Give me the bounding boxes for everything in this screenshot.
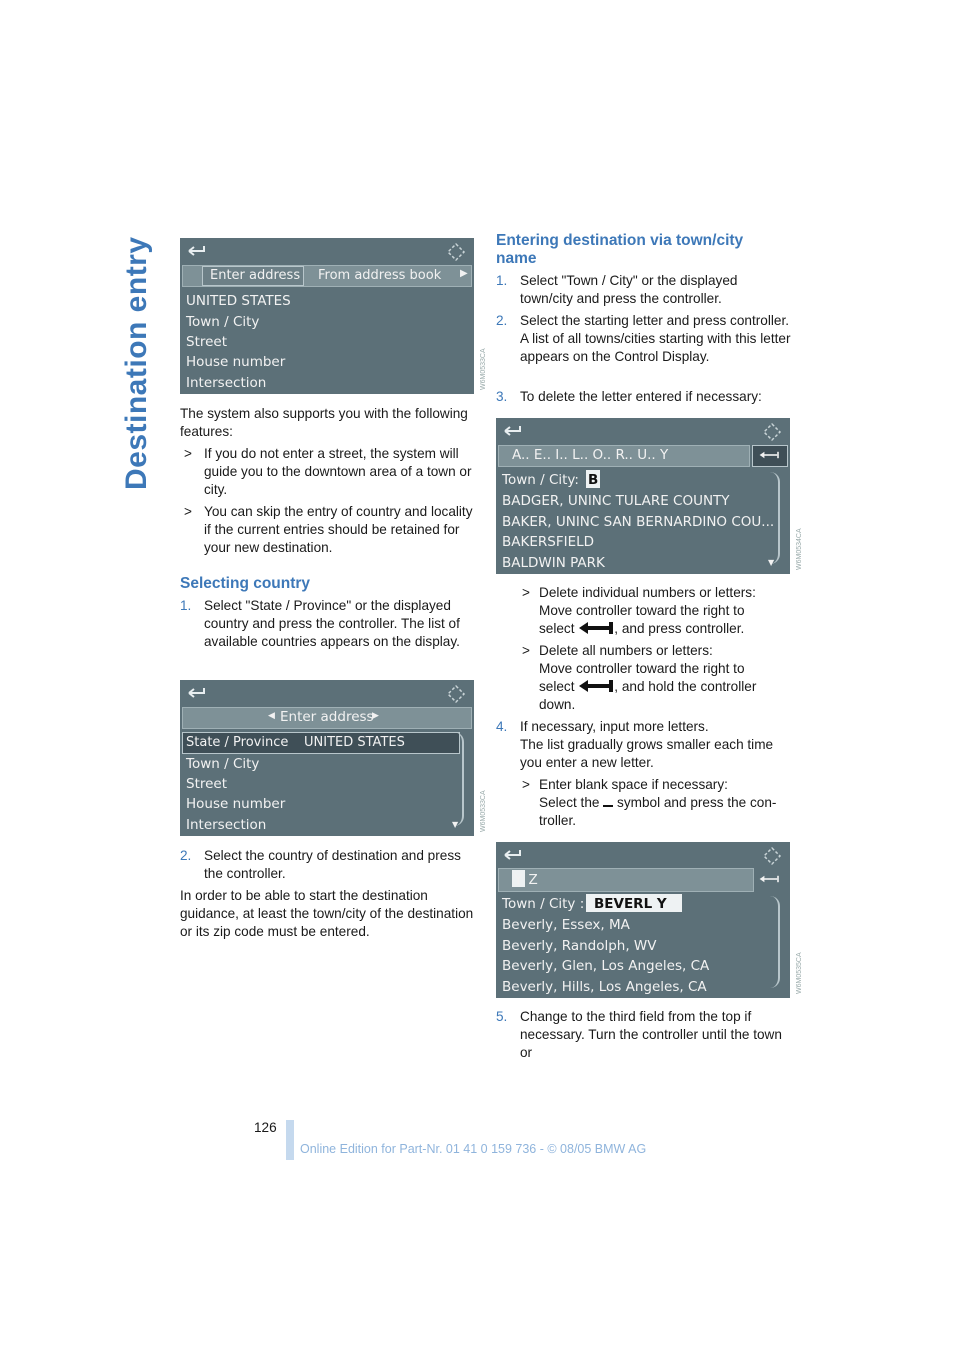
list-item: BAKERSFIELD xyxy=(502,534,595,550)
delete-arrow-icon xyxy=(758,449,782,461)
list-item: BALDWIN PARK xyxy=(502,555,605,571)
step-number: 5. xyxy=(496,1009,508,1024)
tab-from-address-book: From address book xyxy=(318,268,442,283)
step-more-letters xyxy=(520,718,792,772)
list-item: Beverly, Randolph, WV xyxy=(502,938,657,954)
scroll-down-icon: ▼ xyxy=(768,558,775,567)
bullet-marker: > xyxy=(522,777,530,792)
footer-accent-bar xyxy=(286,1120,294,1160)
bullet-delete-individual-move: Move controller toward the right to xyxy=(539,603,745,618)
step-number: 2. xyxy=(180,848,192,863)
header-arrow-right-icon: ▶ xyxy=(372,711,379,721)
list-item: UNITED STATES xyxy=(186,293,291,309)
scroll-indicator xyxy=(770,472,780,564)
bullet-delete-individual-select: select , and press controller. xyxy=(539,621,745,636)
image-code: W6M0533CA xyxy=(480,348,487,390)
step-number: 2. xyxy=(496,313,508,328)
state-province-label: State / Province xyxy=(186,735,289,750)
bullet-marker: > xyxy=(184,504,192,519)
town-city-value: BEVERL Y xyxy=(594,896,667,912)
scroll-indicator xyxy=(454,732,464,826)
header-arrow-left-icon: ◀ xyxy=(268,711,275,721)
bullet-downtown: If you do not enter a street, the system will guide you to the downtown area of a town or city. xyxy=(204,446,472,497)
screen-enter-address xyxy=(180,238,474,394)
step-delete-letter: To delete the letter entered if necessary: xyxy=(520,389,762,404)
blank-space-symbol xyxy=(603,795,613,807)
scroll-indicator xyxy=(770,896,780,988)
scroll-down-icon: ▼ xyxy=(452,820,459,829)
bullet-marker: > xyxy=(522,585,530,600)
navigation-diamond-icon xyxy=(446,684,466,704)
image-code: W6M0534CA xyxy=(796,528,803,570)
header-enter-address: Enter address xyxy=(280,709,374,725)
image-code: W6M0533CA xyxy=(480,790,487,832)
image-code: W6M0535CA xyxy=(796,952,803,994)
navigation-diamond-icon xyxy=(762,422,782,442)
list-item: Intersection xyxy=(186,375,267,391)
intro-text: The system also supports you with the following features: xyxy=(180,406,468,439)
step-select-state: Select "State / Province" or the displayed country and press the controller. The list of available countries appears on the display. xyxy=(204,598,460,649)
step-number: 1. xyxy=(496,273,508,288)
town-city-label: Town / City: xyxy=(502,472,579,488)
list-item: House number xyxy=(186,796,286,812)
step-more-letters-desc: The list gradually grows smaller each time you enter a new letter. xyxy=(520,737,774,770)
list-item: BAKER, UNINC SAN BERNARDINO COU... xyxy=(502,514,775,530)
list-item: Beverly, Essex, MA xyxy=(502,917,630,933)
bullet-blank-space-select: Select the symbol and press the con- xyxy=(539,795,777,810)
list-item: Intersection xyxy=(186,817,267,833)
list-item: Beverly, Hills, Los Angeles, CA xyxy=(502,979,707,995)
page-number: 126 xyxy=(254,1120,277,1135)
footer-text: Online Edition for Part-Nr. 01 41 0 159 736 - © 08/05 BMW AG xyxy=(300,1142,647,1156)
bullet-blank-space-title: Enter blank space if necessary: xyxy=(539,777,728,792)
town-city-label: Town / City : xyxy=(502,896,585,912)
list-item: Street xyxy=(186,334,228,350)
bullet-delete-individual-title: Delete individual numbers or letters: xyxy=(539,585,756,600)
step-number: 1. xyxy=(180,598,192,613)
bullet-delete-all-down: down. xyxy=(539,697,576,712)
bullet-skip-entry: You can skip the entry of country and locality if the current entries should be retained for your new destination. xyxy=(204,504,473,555)
step-number: 4. xyxy=(496,719,508,734)
delete-arrow-icon xyxy=(758,873,782,885)
bullet-blank-space xyxy=(539,776,799,830)
bullet-delete-all-move: Move controller toward the right to xyxy=(539,661,745,676)
letter-selector: Y Z xyxy=(514,872,539,888)
step-more-letters-title: If necessary, input more letters. xyxy=(520,719,709,734)
letter-selector: A.. E.. I.. L.. O.. R.. U.. Y xyxy=(512,447,669,463)
list-item: Town / City xyxy=(186,314,260,330)
tab-arrow-icon: ▶ xyxy=(460,268,468,279)
list-item: Beverly, Glen, Los Angeles, CA xyxy=(502,958,710,974)
tab-enter-address-label: Enter address xyxy=(210,268,301,283)
step-number: 3. xyxy=(496,389,508,404)
list-item: BADGER, UNINC TULARE COUNTY xyxy=(502,493,730,509)
back-icon xyxy=(188,687,206,699)
screen-town-city-beverly xyxy=(496,842,790,998)
bullet-delete-all-select: select , and hold the controller xyxy=(539,679,757,694)
bullet-blank-space-end: troller. xyxy=(539,813,577,828)
heading-town-city: Entering destination via town/city name xyxy=(496,232,744,267)
navigation-diamond-icon xyxy=(762,846,782,866)
step-select-town: Select "Town / City" or the displayed town/city and press the controller. xyxy=(520,273,738,306)
screen-state-province xyxy=(180,680,474,836)
section-title: Destination entry xyxy=(120,236,153,490)
bullet-delete-individual xyxy=(539,584,799,638)
bullet-delete-all-title: Delete all numbers or letters: xyxy=(539,643,713,658)
delete-arrow-icon xyxy=(578,679,614,693)
state-province-value: UNITED STATES xyxy=(304,735,405,750)
back-icon xyxy=(504,425,522,437)
town-city-value: B xyxy=(588,472,599,488)
bullet-delete-all xyxy=(539,642,799,714)
list-item: House number xyxy=(186,354,286,370)
list-item: Town / City xyxy=(186,756,260,772)
navigation-diamond-icon xyxy=(446,242,466,262)
step-third-field: Change to the third field from the top if necessary. Turn the controller until the town or xyxy=(520,1009,782,1060)
screen-town-city-b xyxy=(496,418,790,574)
heading-selecting-country: Selecting country xyxy=(180,575,311,592)
list-item: Street xyxy=(186,776,228,792)
step-select-destination-country: Select the country of destination and press the controller. xyxy=(204,848,461,881)
delete-arrow-icon xyxy=(578,621,614,635)
back-icon xyxy=(504,849,522,861)
closing-text: In order to be able to start the destination guidance, at least the town/city of the destination or its zip code must be entered. xyxy=(180,888,474,939)
back-icon xyxy=(188,245,206,257)
bullet-marker: > xyxy=(184,446,192,461)
bullet-marker: > xyxy=(522,643,530,658)
step-select-letter: Select the starting letter and press controller. A list of all towns/cities starting with this letter appears on the Control Display. xyxy=(520,313,791,364)
